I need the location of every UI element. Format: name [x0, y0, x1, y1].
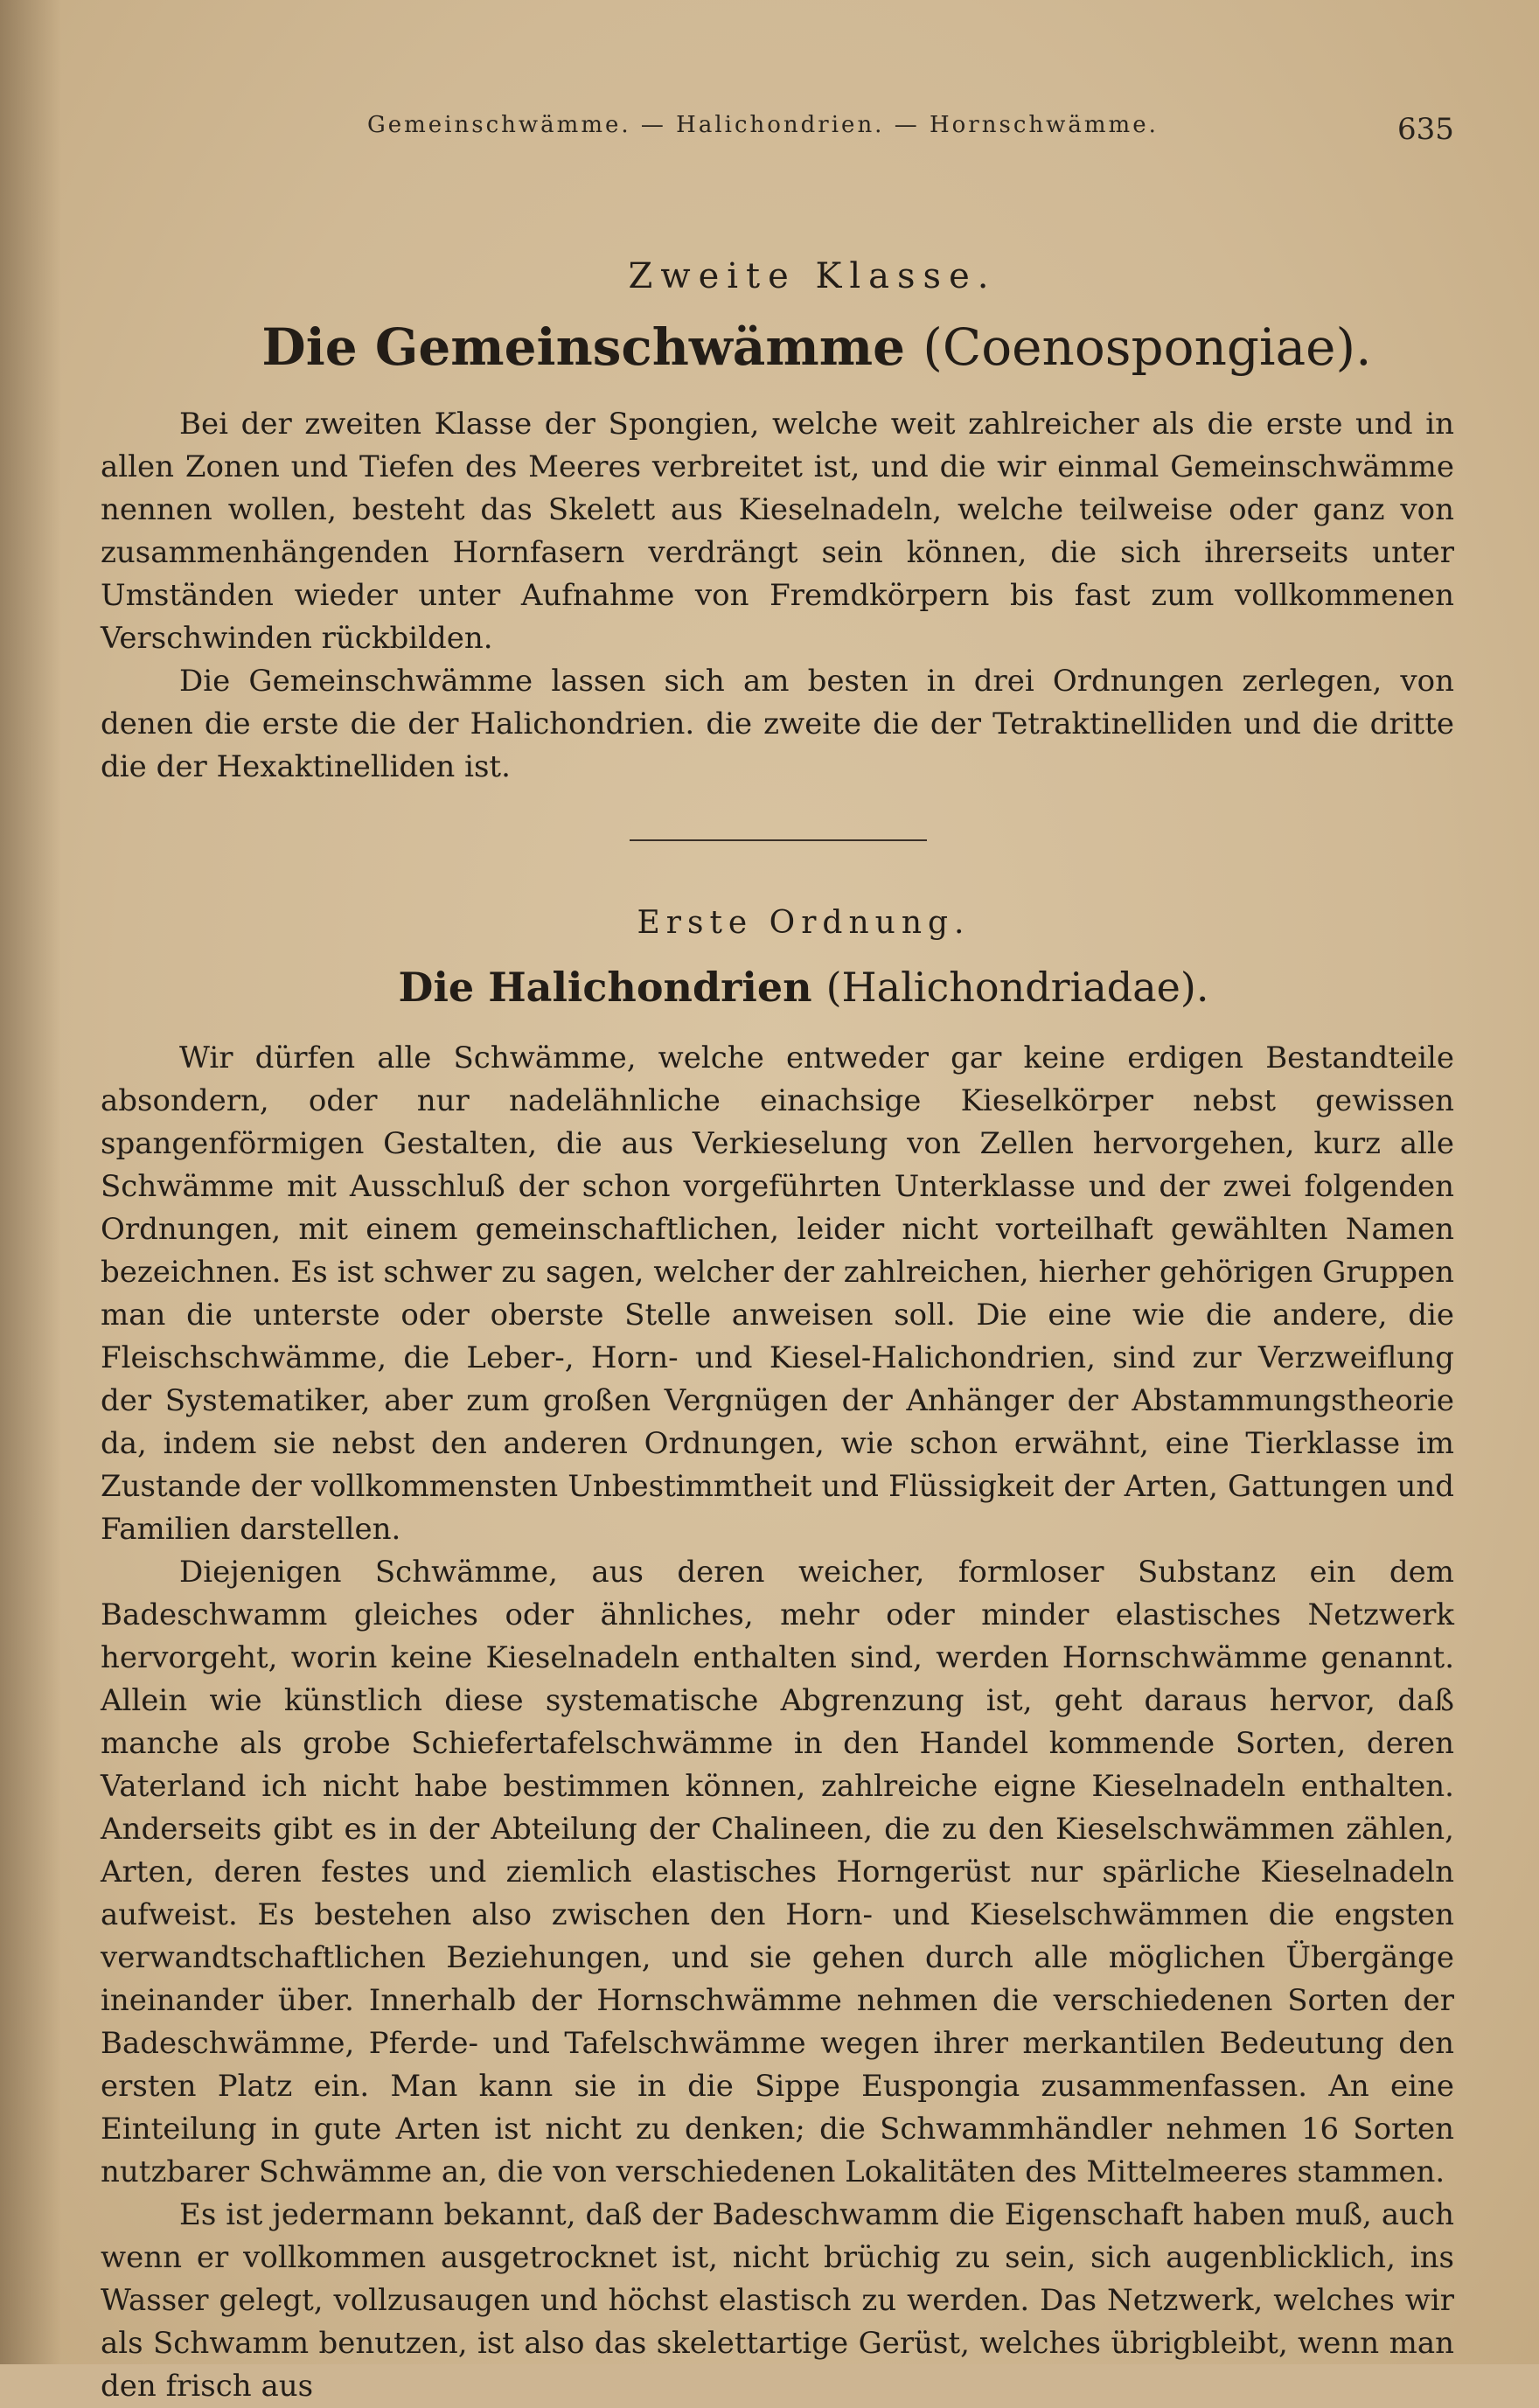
order-title: Die Halichondrien [398, 964, 812, 1011]
order-title-latin: (Halichondriadae). [825, 964, 1209, 1011]
page-number: 635 [1397, 112, 1454, 147]
order-body [101, 1037, 1454, 2408]
class-heading [179, 303, 1454, 391]
class-paragraph-2: Die Gemeinschwämme lassen sich am besten in drei Ordnungen zerlegen, von denen die erste die der Halichondrien. die zweite die der Tetraktinelliden und die dritte die der Hexaktinelliden ist. [101, 664, 1454, 784]
order-paragraph-1: Wir dürfen alle Schwämme, welche entweder gar keine erdigen Bestandteile absondern, oder nur nadelähnliche einachsige Kieselkörper nebst gewissen spangenförmigen Gestalten, die aus Verkieselung von Zellen hervorgehen, kurz alle Schwämme mit Ausschluß der schon vorgeführten Unterklasse und der zwei folgenden Ordnungen, mit einem gemeinschaftlichen, leider nicht vorteilhaft gewählten Namen bezeichnen. Es ist schwer zu sagen, welcher der zahlreichen, hierher gehörigen Gruppen man die unterste oder oberste Stelle anweisen soll. Die eine wie die andere, die Fleischschwämme, die Leber-, Horn- und Kiesel-Halichondrien, sind zur Verzweiflung der Systematiker, aber zum großen Vergnügen der Anhänger der Abstammungstheorie da, indem sie nebst den anderen Ordnungen, wie schon erwähnt, eine Tierklasse im Zustande der vollkommensten Unbestimmtheit und Flüssigkeit der Arten, Gattungen und Familien darstellen. [101, 1040, 1454, 1547]
order-paragraph-3: Es ist jedermann bekannt, daß der Badeschwamm die Eigenschaft haben muß, auch wenn er vollkommen ausgetrocknet ist, nicht brüchig zu sein, sich augenblicklich, ins Wasser gelegt, vollzusaugen und höchst elastisch zu werden. Das Netzwerk, welches wir als Schwamm benutzen, ist also das skelettartige Gerüst, welches übrigbleibt, wenn man den frisch aus [101, 2197, 1454, 2404]
section-divider [630, 839, 927, 841]
running-head-title: Gemeinschwämme. — Halichondrien. — Hornschwämme. [367, 112, 1159, 138]
order-paragraph-2: Diejenigen Schwämme, aus deren weicher, formloser Substanz ein dem Badeschwamm gleiches oder ähnliches, mehr oder minder elastisches Netzwerk hervorgeht, worin keine Kieselnadeln enthalten sind, werden Hornschwämme genannt. Allein wie künstlich diese systematische Abgrenzung ist, geht daraus hervor, daß manche als grobe Schiefertafelschwämme in den Handel kommende Sorten, deren Vaterland ich nicht habe bestimmen können, zahlreiche eigne Kieselnadeln enthalten. Anderseits gibt es in der Abteilung der Chalineen, die zu den Kieselschwämmen zählen, Arten, deren festes und ziemlich elastisches Horngerüst nur spärliche Kieselnadeln aufweist. Es bestehen also zwischen den Horn- und Kieselschwämmen die engsten verwandtschaftlichen Beziehungen, und sie gehen durch alle möglichen Übergänge ineinander über. Innerhalb der Hornschwämme nehmen die verschiedenen Sorten der Badeschwämme, Pferde- und Tafelschwämme wegen ihrer merkantilen Bedeutung den ersten Platz ein. Man kann sie in die Sippe Euspongia zusammenfassen. An eine Einteilung in gute Arten ist nicht zu denken; die Schwammhändler nehmen 16 Sorten nutzbarer Schwämme an, die von verschiedenen Lokalitäten des Mittelmeeres stammen. [101, 1555, 1454, 2189]
order-label: Erste Ordnung. [637, 905, 971, 941]
class-label: Zweite Klasse. [628, 256, 997, 296]
class-paragraph-1: Bei der zweiten Klasse der Spongien, welche weit zahlreicher als die erste und in allen Zonen und Tiefen des Meeres verbreitet ist, und die wir einmal Gemeinschwämme nennen wollen, besteht das Skelett aus Kieselnadeln, welche teilweise oder ganz von zusammenhängenden Hornfasern verdrängt sein können, die sich ihrerseits unter Umständen wieder unter Aufnahme von Fremdkörpern bis fast zum vollkommenen Verschwinden rückbilden. [101, 407, 1454, 656]
text-column [101, 249, 1454, 2408]
class-title-latin: (Coenospongiae). [923, 317, 1372, 377]
gutter-shadow [0, 0, 61, 2364]
running-head [0, 112, 1539, 164]
order-heading [153, 948, 1454, 1027]
class-title: Die Gemeinschwämme [261, 317, 906, 377]
